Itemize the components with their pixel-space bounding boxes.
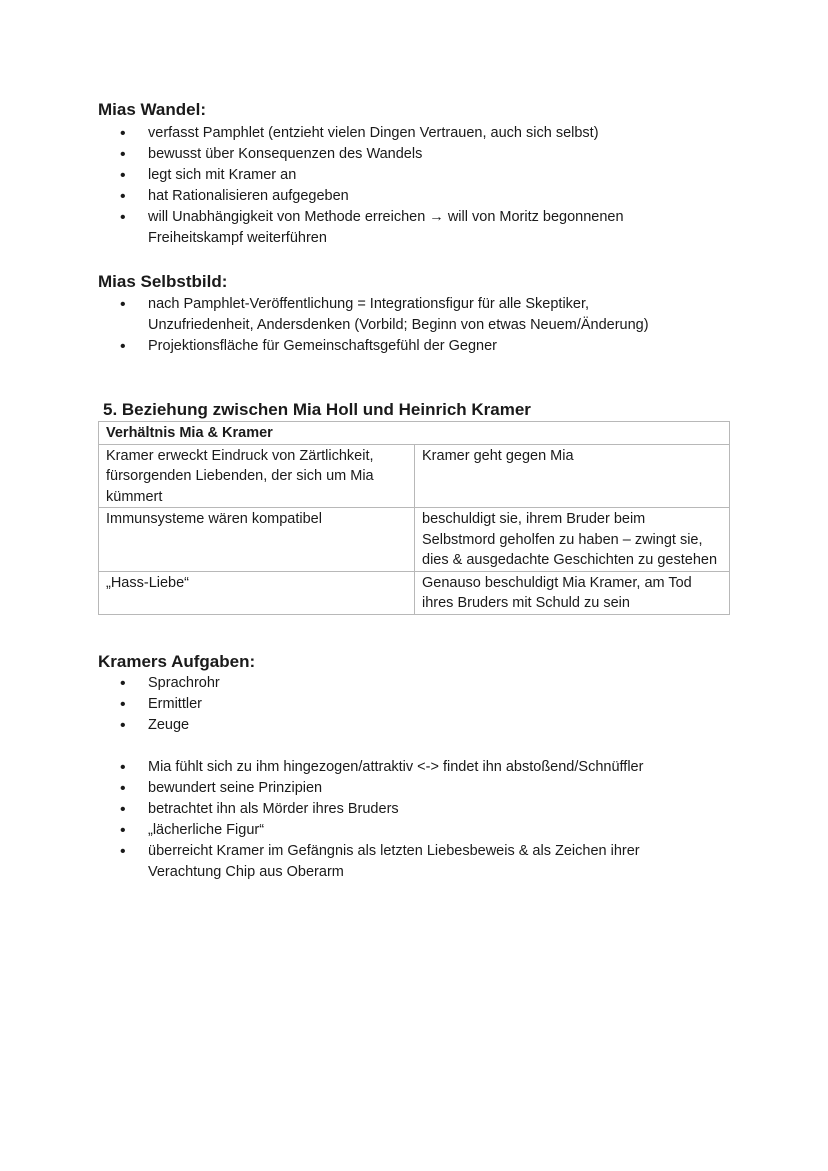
list-item: • überreicht Kramer im Gefängnis als letzten Liebesbeweis & als Zeichen ihrer Verachtung Chip aus Oberarm [120,841,708,883]
list-item: • bewusst über Konsequenzen des Wandels [120,144,720,165]
list-item: • Sprachrohr [120,673,720,694]
list-item: • Mia fühlt sich zu ihm hingezogen/attraktiv <-> findet ihn abstoßend/Schnüffler [120,757,720,778]
heading-kramers-aufgaben: Kramers Aufgaben: [98,652,256,671]
table-row [99,444,730,508]
table-header: Verhältnis Mia & Kramer [99,422,730,445]
table-row [99,508,730,572]
table-cell: Genauso beschuldigt Mia Kramer, am Tod ihres Bruders mit Schuld zu sein [415,571,730,614]
relationship-table [98,421,730,615]
list-item: • nach Pamphlet-Veröffentlichung = Integrationsfigur für alle Skeptiker, Unzufriedenheit, Andersdenken (Vorbild; Beginn von etwas Neuem/Änderung) [120,294,696,336]
list-item: • will Unabhängigkeit von Methode erreichen → will von Moritz begonnenen Freiheitskampf weiterführen [120,207,688,249]
heading-beziehung: 5. Beziehung zwischen Mia Holl und Heinrich Kramer [103,400,531,419]
list-kramer-roles [120,673,720,736]
list-mias-wandel [120,123,720,249]
list-item: • „lächerliche Figur“ [120,820,720,841]
list-item: • Ermittler [120,694,720,715]
list-item: • verfasst Pamphlet (entzieht vielen Dingen Vertrauen, auch sich selbst) [120,123,720,144]
list-item: • bewundert seine Prinzipien [120,778,720,799]
list-item: • Zeuge [120,715,720,736]
heading-mias-wandel: Mias Wandel: [98,100,206,119]
table-cell: Kramer erweckt Eindruck von Zärtlichkeit, fürsorgenden Liebenden, der sich um Mia kümmert [99,444,415,508]
list-mias-selbstbild [120,294,720,357]
heading-mias-selbstbild: Mias Selbstbild: [98,272,228,291]
table-cell: Kramer geht gegen Mia [415,444,730,508]
table-cell: Immunsysteme wären kompatibel [99,508,415,572]
list-item: • legt sich mit Kramer an [120,165,720,186]
table-cell: „Hass-Liebe“ [99,571,415,614]
list-kramer-relation [120,757,720,883]
list-item: • hat Rationalisieren aufgegeben [120,186,720,207]
list-item: • betrachtet ihn als Mörder ihres Bruders [120,799,720,820]
table-row [99,571,730,614]
list-item: • Projektionsfläche für Gemeinschaftsgefühl der Gegner [120,336,720,357]
table-cell: beschuldigt sie, ihrem Bruder beim Selbstmord geholfen zu haben – zwingt sie, dies & ausgedachte Geschichten zu gestehen [415,508,730,572]
